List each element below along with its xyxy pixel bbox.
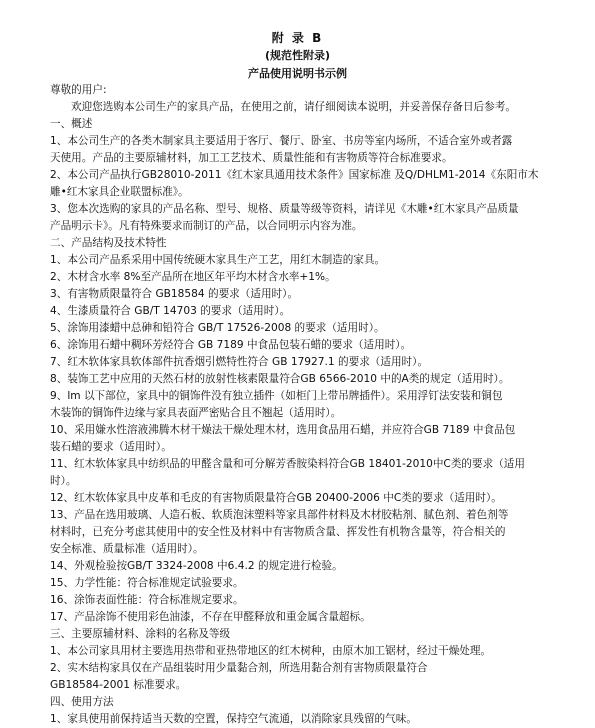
body-line: 1、本公司家具用材主要选用热带和亚热带地区的红木树种，由原木加工锯材，经过干燥处理。 bbox=[50, 645, 492, 657]
intro-paragraph: 欢迎您选购本公司生产的家具产品，在使用之前，请仔细阅读本说明，并妥善保存备日后参考。 bbox=[71, 101, 516, 113]
document-body bbox=[50, 82, 550, 728]
body-line: 17、产品涂饰不使用彩色油漆，不存在甲醛释放和重金属含量超标。 bbox=[50, 611, 371, 623]
section-heading-materials: 三、主要原辅材料、涂料的名称及等级 bbox=[50, 628, 231, 640]
body-line: 产品明示卡》。凡有特殊要求而制订的产品，以合同明示内容为准。 bbox=[50, 220, 363, 232]
body-line: 3、有害物质限量符合 GB18584 的要求（适用时）。 bbox=[50, 288, 299, 300]
body-line: GB18584-2001 标准要求。 bbox=[50, 679, 187, 691]
appendix-heading: 附 录 B bbox=[271, 31, 324, 45]
body-line: 14、外观检验按GB/T 3324-2008 中6.4.2 的规定进行检验。 bbox=[50, 560, 343, 572]
body-line: 8、装饰工艺中应用的天然石材的放射性核素限量符合GB 6566-2010 中的A类的规定（适用时）。 bbox=[50, 373, 510, 385]
body-line: 4、生漆质量符合 GB/T 14703 的要求（适用时）。 bbox=[50, 305, 291, 317]
body-line: 2、实木结构家具仅在产品组装时用少量黏合剂，所选用黏合剂有害物质限量符合 bbox=[50, 662, 428, 674]
section-heading-overview: 一、概述 bbox=[50, 118, 93, 130]
body-line: 13、产品在选用玻璃、人造石板、软质泡沫塑料等家具部件材料及木材胶粘剂、腻色剂、着色剂等 bbox=[50, 509, 509, 521]
section-heading-structure: 二、产品结构及技术特性 bbox=[50, 237, 167, 249]
body-line: 材料时，已充分考虑其使用中的安全性及材料中有害物质含量、挥发性有机物含量等，符合相关的 bbox=[50, 526, 506, 538]
body-line: 时）。 bbox=[50, 475, 77, 487]
body-line: 1、家具使用前保持适当天数的空置，保持空气流通，以消除家具残留的气味。 bbox=[50, 713, 417, 725]
body-line: 9、lm 以下部位，家具中的铜饰件没有独立插件（如柜门上带吊牌插件）。采用浮钉法安装和铜包 bbox=[50, 390, 503, 402]
normative-label: (规范性附录) bbox=[264, 49, 331, 62]
body-line: 12、红木软体家具中皮革和毛皮的有害物质限量符合GB 20400-2006 中C类的要求（适用时）。 bbox=[50, 492, 502, 504]
body-line: 1、本公司产品系采用中国传统硬木家具生产工艺，用红木制造的家具。 bbox=[50, 254, 386, 266]
body-line: 天使用。产品的主要原辅材料，加工工艺技术、质量性能和有害物质等符合标准要求。 bbox=[50, 152, 453, 164]
body-line: 11、红木软体家具中纺织品的甲醛含量和可分解芳香胺染料符合GB 18401-2010中C类的要求（适用 bbox=[50, 458, 525, 470]
body-line: 2、本公司产品执行GB28010-2011《红木家具通用技术条件》国家标准 及Q/DHLM1-2014《东阳市木 bbox=[50, 169, 539, 181]
body-line: 木装饰的铜饰件边缘与家具表面严密贴合且不翘起（适用时）。 bbox=[50, 407, 342, 419]
body-line: 5、涂饰用漆蜡中总砷和铅符合 GB/T 17526-2008 的要求（适用时）。 bbox=[50, 322, 385, 334]
body-line: 2、木材含水率 8%至产品所在地区年平均木材含水率+1%。 bbox=[50, 271, 336, 283]
document-title: 产品使用说明书示例 bbox=[248, 67, 347, 80]
body-line: 16、涂饰表面性能：符合标准规定要求。 bbox=[50, 594, 244, 606]
body-line: 7、红木软体家具软体部件抗香烟引燃特性符合 GB 17927.1 的要求（适用时）。 bbox=[50, 356, 429, 368]
section-heading-usage: 四、使用方法 bbox=[50, 696, 114, 708]
body-line: 装石蜡的要求（适用时）。 bbox=[50, 441, 172, 453]
body-line: 6、涂饰用石蜡中稠环芳烃符合 GB 7189 中食品包装石蜡的要求（适用时）。 bbox=[50, 339, 412, 351]
body-line: 15、力学性能：符合标准规定试验要求。 bbox=[50, 577, 244, 589]
body-line: 雕•红木家具企业联盟标准》。 bbox=[50, 186, 189, 198]
greeting: 尊敬的用户: bbox=[50, 84, 107, 96]
body-line: 10、采用嫌水性溶液沸腾木材干燥法干燥处理木材，选用食品用石蜡，并应符合GB 7189 中食品包 bbox=[50, 424, 516, 436]
body-line: 1、本公司生产的各类木制家具主要适用于客厅、餐厅、卧室、书房等室内场所，不适合室外或者露 bbox=[50, 135, 513, 147]
body-line: 安全标准、质量标准（适用时）。 bbox=[50, 543, 204, 555]
body-line: 3、您本次选购的家具的产品名称、型号、规格、质量等级等资料，请详见《木雕•红木家具产品质量 bbox=[50, 203, 519, 215]
